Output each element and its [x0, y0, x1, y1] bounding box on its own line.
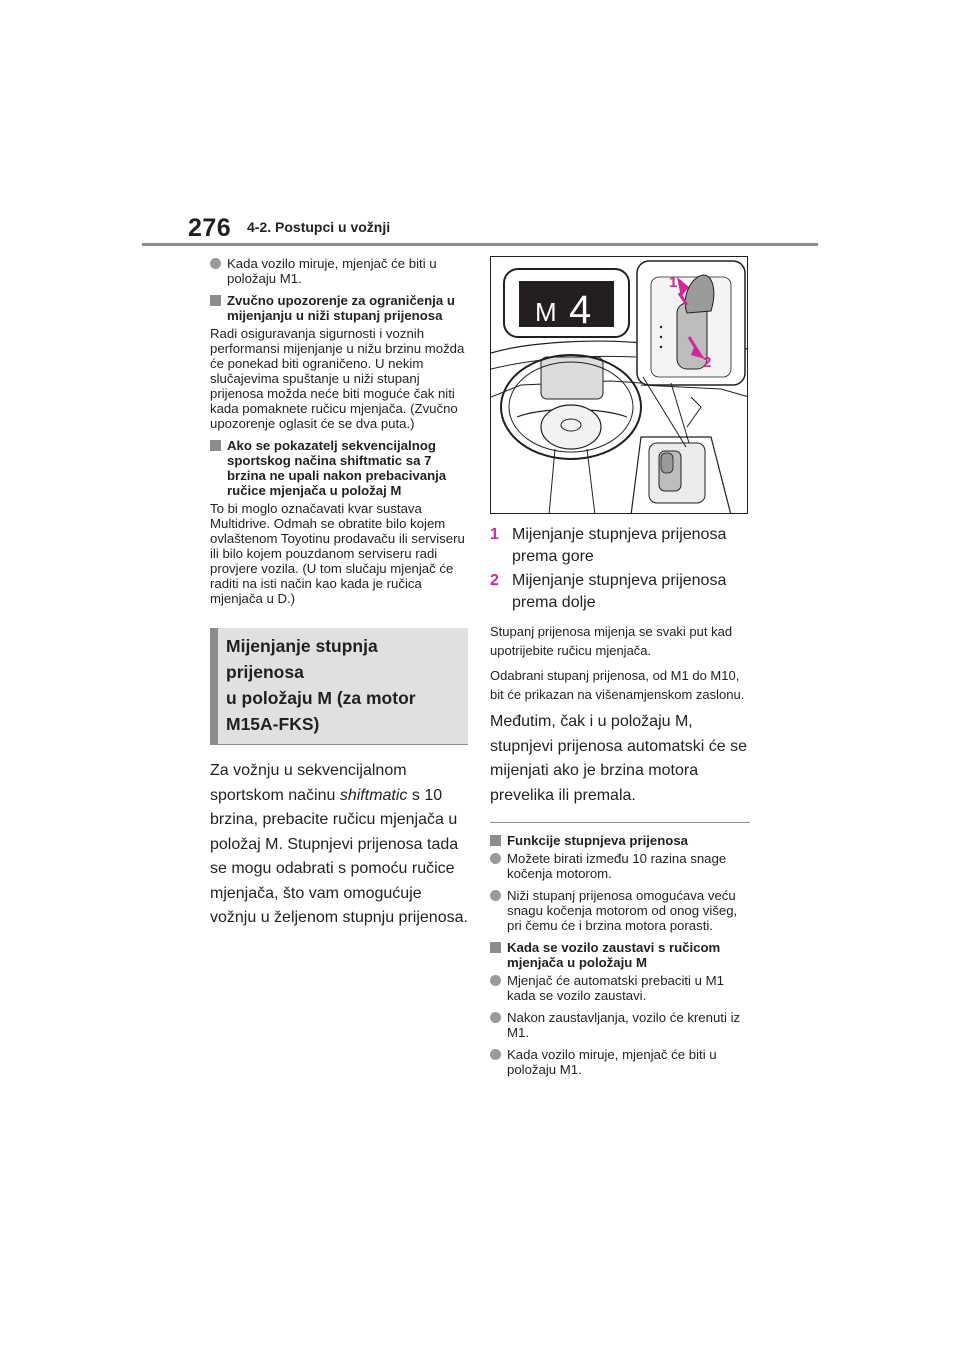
bullet-text: Nakon zaustavljanja, vozilo će krenuti iz M1.	[507, 1010, 741, 1040]
subheading-text: Zvučno upozorenje za ograničenja u mijenjanju u niži stupanj prijenosa	[227, 293, 455, 323]
bullet-item	[490, 888, 750, 933]
page-number: 276	[188, 214, 232, 242]
bullet-item	[210, 256, 468, 286]
bullet-dot-icon	[490, 890, 501, 901]
square-bullet-icon	[490, 942, 501, 953]
bullet-item	[490, 1010, 750, 1040]
gear-shift-illustration	[490, 256, 748, 514]
header-rule	[142, 243, 818, 246]
bullet-item	[490, 851, 750, 881]
paragraph: Radi osiguravanja sigurnosti i voznih performansi mijenjanje u nižu brzinu možda će ponekad biti ograničeno. U nekim slučajevima spuštanje u niži stupanj prijenosa možda neće biti moguće čak niti kada pomaknete ručicu mjenjača. (Zvučno upozorenje oglasit će se dva puta.)	[210, 326, 465, 431]
display-letter: M	[535, 297, 557, 327]
item-text: Mijenjanje stupnjeva prijenosa prema dolje	[512, 572, 727, 611]
numbered-item	[490, 570, 750, 614]
right-column	[490, 256, 750, 1084]
item-number: 1	[490, 526, 499, 543]
bullet-dot-icon	[490, 975, 501, 986]
subheading	[490, 940, 750, 970]
paragraph: Međutim, čak i u položaju M, stupnjevi prijenosa automatski će se mijenjati ako je brzina motora prevelika ili premala.	[490, 713, 748, 804]
arrow-label-down: 2	[703, 354, 712, 371]
numbered-item	[490, 524, 750, 568]
bullet-item	[490, 973, 750, 1003]
bullet-item	[490, 1047, 750, 1077]
paragraph: To bi moglo označavati kvar sustava Multidrive. Odmah se obratite bilo kojem ovlaštenom Toyotinu prodavaču ili serviseru ili bilo kojem pouzdanom serviseru radi provjere vozila. (U tom slučaju mjenjač će raditi na isti način kao kada je ručica mjenjača u D.)	[210, 501, 465, 606]
subheading	[490, 833, 750, 848]
section-heading-box	[210, 628, 468, 745]
bullet-dot-icon	[210, 258, 221, 269]
bullet-text: Možete birati između 10 razina snage kočenja motorom.	[507, 851, 727, 881]
section-title: 4-2. Postupci u vožnji	[247, 219, 391, 235]
section-heading-line: Mijenjanje stupnja prijenosa	[226, 636, 378, 682]
intro-italic: shiftmatic	[339, 786, 408, 804]
section-heading-line: u položaju M (za motor	[226, 688, 416, 708]
intro-text: Za vožnju u sekvencijalnom sportskom načinu	[210, 762, 407, 804]
bullet-text: Kada vozilo miruje, mjenjač će biti u položaju M1.	[507, 1047, 717, 1077]
bullet-dot-icon	[490, 1049, 501, 1060]
intro-text: s 10 brzina, prebacite ručicu mjenjača u položaj M. Stupnjevi prijenosa tada se mogu odabrati s pomoću ručice mjenjača, što vam omogućuje vožnju u željenom stupnju prijenosa.	[210, 786, 468, 926]
section-divider	[490, 822, 750, 823]
subheading-text: Funkcije stupnjeva prijenosa	[507, 833, 689, 848]
square-bullet-icon	[210, 295, 221, 306]
subheading	[210, 438, 468, 498]
subheading-text: Ako se pokazatelj sekvencijalnog sportskog načina shiftmatic sa 7 brzina ne upali nakon prebacivanja ručice mjenjača u položaj M	[227, 438, 447, 498]
item-number: 2	[490, 572, 499, 589]
bullet-dot-icon	[490, 853, 501, 864]
section-heading-line: M15A-FKS)	[226, 714, 320, 734]
square-bullet-icon	[490, 835, 501, 846]
bullet-text: Mjenjač će automatski prebaciti u M1 kada se vozilo zaustavi.	[507, 973, 724, 1003]
arrow-label-up: 1	[669, 274, 678, 291]
subheading-text: Kada se vozilo zaustavi s ručicom mjenjača u položaju M	[507, 940, 721, 970]
bullet-text: Kada vozilo miruje, mjenjač će biti u položaju M1.	[227, 256, 437, 286]
dashboard-shifter-drawing	[491, 257, 748, 514]
intro-paragraph	[210, 759, 468, 931]
square-bullet-icon	[210, 440, 221, 451]
paragraph: Stupanj prijenosa mijenja se svaki put kad upotrijebite ručicu mjenjača.	[490, 624, 733, 658]
subheading	[210, 293, 468, 323]
display-number: 4	[569, 288, 592, 332]
bullet-dot-icon	[490, 1012, 501, 1023]
bullet-text: Niži stupanj prijenosa omogućava veću snagu kočenja motorom od onog višeg, pri čemu će i brzina motora porasti.	[507, 888, 738, 933]
left-column	[210, 256, 468, 931]
item-text: Mijenjanje stupnjeva prijenosa prema gore	[512, 526, 727, 565]
paragraph: Odabrani stupanj prijenosa, od M1 do M10, bit će prikazan na višenamjenskom zaslonu.	[490, 668, 745, 702]
